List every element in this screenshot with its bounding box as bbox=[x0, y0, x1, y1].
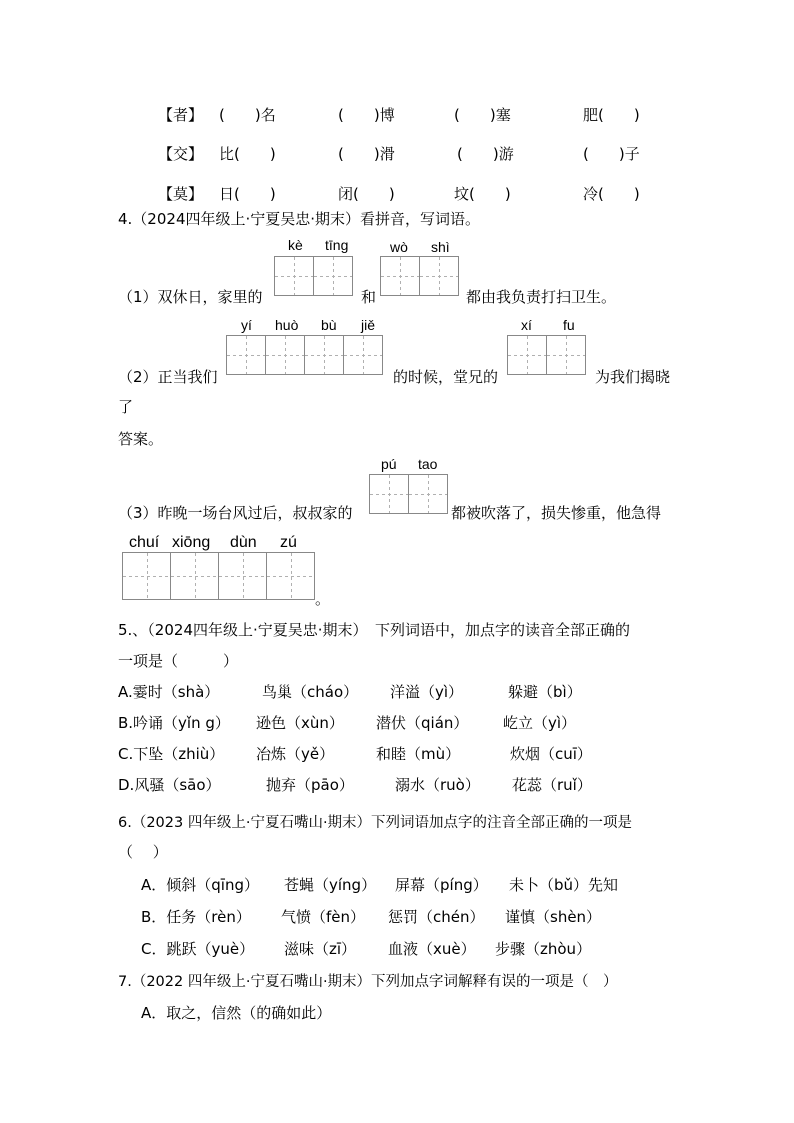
option-word: C.下坠（zhiù） bbox=[118, 745, 225, 763]
option-word: 气愤（fèn） bbox=[281, 908, 366, 926]
option-word: 冶炼（yě） bbox=[256, 745, 335, 763]
writing-cell[interactable] bbox=[218, 552, 267, 600]
pinyin: kè bbox=[288, 237, 303, 253]
sentence-text: 和 bbox=[361, 288, 377, 306]
writing-cell[interactable] bbox=[265, 335, 305, 375]
option-word: 苍蝇（yíng） bbox=[284, 876, 377, 894]
writing-cell[interactable] bbox=[226, 335, 266, 375]
writing-cell[interactable] bbox=[304, 335, 344, 375]
pinyin: fu bbox=[563, 317, 575, 333]
writing-cell[interactable] bbox=[507, 335, 547, 375]
writing-cell[interactable] bbox=[266, 552, 315, 600]
char-group-item: ( )塞 bbox=[454, 106, 511, 124]
option-word: 步骤（zhòu） bbox=[495, 940, 592, 958]
char-group-item: 坟( ) bbox=[454, 185, 511, 203]
pinyin: tīng bbox=[325, 237, 349, 253]
char-group-item: ( )子 bbox=[583, 145, 640, 163]
sentence-text: 为我们揭晓 bbox=[595, 368, 671, 386]
pinyin: shì bbox=[431, 239, 450, 255]
writing-grid-yihuobujie[interactable] bbox=[226, 335, 383, 375]
writing-grid-putao[interactable] bbox=[369, 474, 448, 514]
option-word: B.吟诵（yǐn g） bbox=[118, 714, 230, 732]
sentence-text: 都被吹落了，损失惨重，他急得 bbox=[451, 504, 662, 522]
sentence-text: 都由我负责打扫卫生。 bbox=[466, 288, 617, 306]
sentence-text: 。 bbox=[315, 590, 331, 608]
option-word: 抛弃（pāo） bbox=[266, 776, 354, 794]
pinyin: xí bbox=[521, 317, 532, 333]
writing-grid-chuixiongdunzu[interactable] bbox=[122, 552, 315, 600]
pinyin: xiōng bbox=[172, 534, 211, 551]
pinyin: pú bbox=[381, 456, 397, 472]
sentence-text: 了 bbox=[118, 398, 134, 416]
writing-cell[interactable] bbox=[313, 256, 353, 296]
writing-grid-keting[interactable] bbox=[274, 256, 353, 296]
char-group-item: 闭( ) bbox=[338, 185, 395, 203]
option-word: 屏幕（píng） bbox=[395, 876, 488, 894]
char-group-item: 肥( ) bbox=[583, 106, 640, 124]
question-4-title: 4.（2024四年级上·宁夏吴忠·期末）看拼音，写词语。 bbox=[118, 210, 481, 228]
sentence-text: 答案。 bbox=[118, 430, 164, 448]
pinyin: zú bbox=[280, 534, 297, 551]
option-word: 潜伏（qián） bbox=[376, 714, 469, 732]
writing-cell[interactable] bbox=[369, 474, 409, 514]
option-word: 谨慎（shèn） bbox=[505, 908, 602, 926]
pinyin: jiě bbox=[361, 317, 376, 333]
question-7-title: 7.（2022 四年级上·宁夏石嘴山·期末）下列加点字词解释有误的一项是（ ） bbox=[118, 974, 618, 990]
option-word: 花蕊（ruǐ） bbox=[512, 776, 592, 794]
writing-cell[interactable] bbox=[419, 256, 459, 296]
option-word: A．倾斜（qīng） bbox=[141, 876, 259, 894]
option-word: D.风骚（sāo） bbox=[118, 776, 221, 794]
char-group-item: ( )游 bbox=[457, 145, 514, 163]
sentence-text: （3）昨晚一场台风过后，叔叔家的 bbox=[118, 504, 353, 522]
writing-cell[interactable] bbox=[122, 552, 171, 600]
pinyin: huò bbox=[275, 317, 299, 333]
option-word: A．取之，信然（的确如此） bbox=[141, 1004, 332, 1022]
sentence-text: （1）双休日，家里的 bbox=[118, 288, 263, 306]
writing-cell[interactable] bbox=[274, 256, 314, 296]
option-word: 躲避（bì） bbox=[508, 683, 582, 701]
option-word: 血液（xuè） bbox=[388, 940, 476, 958]
pinyin: bù bbox=[321, 317, 337, 333]
option-word: 溺水（ruò） bbox=[395, 776, 480, 794]
option-word: 逊色（xùn） bbox=[256, 714, 344, 732]
char-group-item: ( )滑 bbox=[338, 145, 395, 163]
option-word: A.霎时（shà） bbox=[118, 683, 220, 701]
question-5-title-cont: 一项是（ ） bbox=[118, 652, 239, 670]
option-word: 洋溢（yì） bbox=[390, 683, 464, 701]
writing-cell[interactable] bbox=[546, 335, 586, 375]
sentence-text: （2）正当我们 bbox=[118, 368, 218, 386]
writing-grid-woshi[interactable] bbox=[380, 256, 459, 296]
question-5-title: 5.、（2024四年级上·宁夏吴忠·期末） 下列词语中，加点字的读音全部正确的 bbox=[118, 621, 631, 639]
pinyin: chuí bbox=[129, 534, 160, 551]
option-word: 炊烟（cuī） bbox=[510, 745, 592, 763]
pinyin: yí bbox=[241, 317, 252, 333]
writing-cell[interactable] bbox=[408, 474, 448, 514]
option-word: 鸟巢（cháo） bbox=[262, 683, 359, 701]
pinyin: wò bbox=[390, 239, 408, 255]
char-group-item: 比( ) bbox=[219, 145, 276, 163]
question-6-title-cont: （ ） bbox=[118, 843, 168, 861]
char-group-item: ( )博 bbox=[338, 106, 395, 124]
char-group-label: 【者】 bbox=[158, 106, 204, 124]
option-word: C．跳跃（yuè） bbox=[141, 940, 255, 958]
char-group-item: 日( ) bbox=[219, 185, 276, 203]
pinyin: tao bbox=[418, 456, 438, 472]
sentence-text: 的时候，堂兄的 bbox=[393, 368, 499, 386]
option-word: 滋味（zī） bbox=[284, 940, 357, 958]
char-group-item: ( )名 bbox=[219, 106, 276, 124]
option-word: 惩罚（chén） bbox=[388, 908, 485, 926]
option-word: 和睦（mù） bbox=[376, 745, 461, 763]
char-group-label: 【交】 bbox=[158, 145, 204, 163]
writing-cell[interactable] bbox=[170, 552, 219, 600]
writing-cell[interactable] bbox=[380, 256, 420, 296]
char-group-label: 【莫】 bbox=[158, 185, 204, 203]
writing-cell[interactable] bbox=[343, 335, 383, 375]
option-word: B．任务（rèn） bbox=[141, 908, 251, 926]
writing-grid-xifu[interactable] bbox=[507, 335, 586, 375]
pinyin: dùn bbox=[230, 534, 257, 551]
option-word: 未卜（bǔ）先知 bbox=[509, 876, 619, 894]
option-word: 屹立（yì） bbox=[503, 714, 577, 732]
char-group-item: 冷( ) bbox=[583, 185, 640, 203]
question-6-title: 6.（2023 四年级上·宁夏石嘴山·期末）下列词语加点字的注音全部正确的一项是 bbox=[118, 815, 633, 831]
